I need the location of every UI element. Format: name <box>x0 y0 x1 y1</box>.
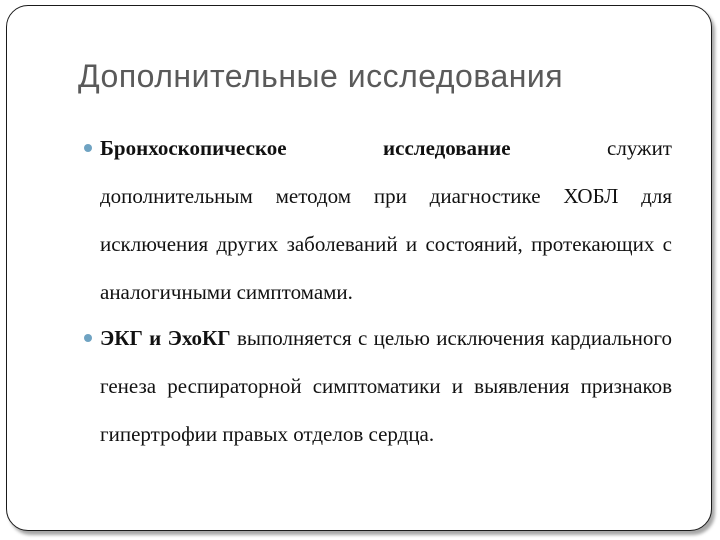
bullet-item-ecg <box>100 314 672 458</box>
bullet-bold-lead: Бронхоскопическое <box>100 136 287 160</box>
bullet-bold-lead: исследование <box>383 136 511 160</box>
bullet-bold-lead: ЭКГ и ЭхоКГ <box>100 326 231 350</box>
bullet-dot-icon <box>84 334 92 342</box>
bullet-body-text: выполняется с целью исключения кардиального генеза респираторной симптоматики и выявления признаков гипертрофии правых отделов сердца. <box>100 326 672 446</box>
bullet-lead-rest: служит <box>607 136 672 160</box>
bullet-first-line <box>100 124 672 172</box>
bullet-item-bronchoscopy <box>100 124 672 316</box>
bullet-dot-icon <box>84 144 92 152</box>
slide-title: Дополнительные исследования <box>78 58 564 94</box>
bullet-body-text: дополнительным методом при диагностике ХОБЛ для исключения других заболеваний и состояний, протекающих с аналогичными симптомами. <box>100 184 672 304</box>
